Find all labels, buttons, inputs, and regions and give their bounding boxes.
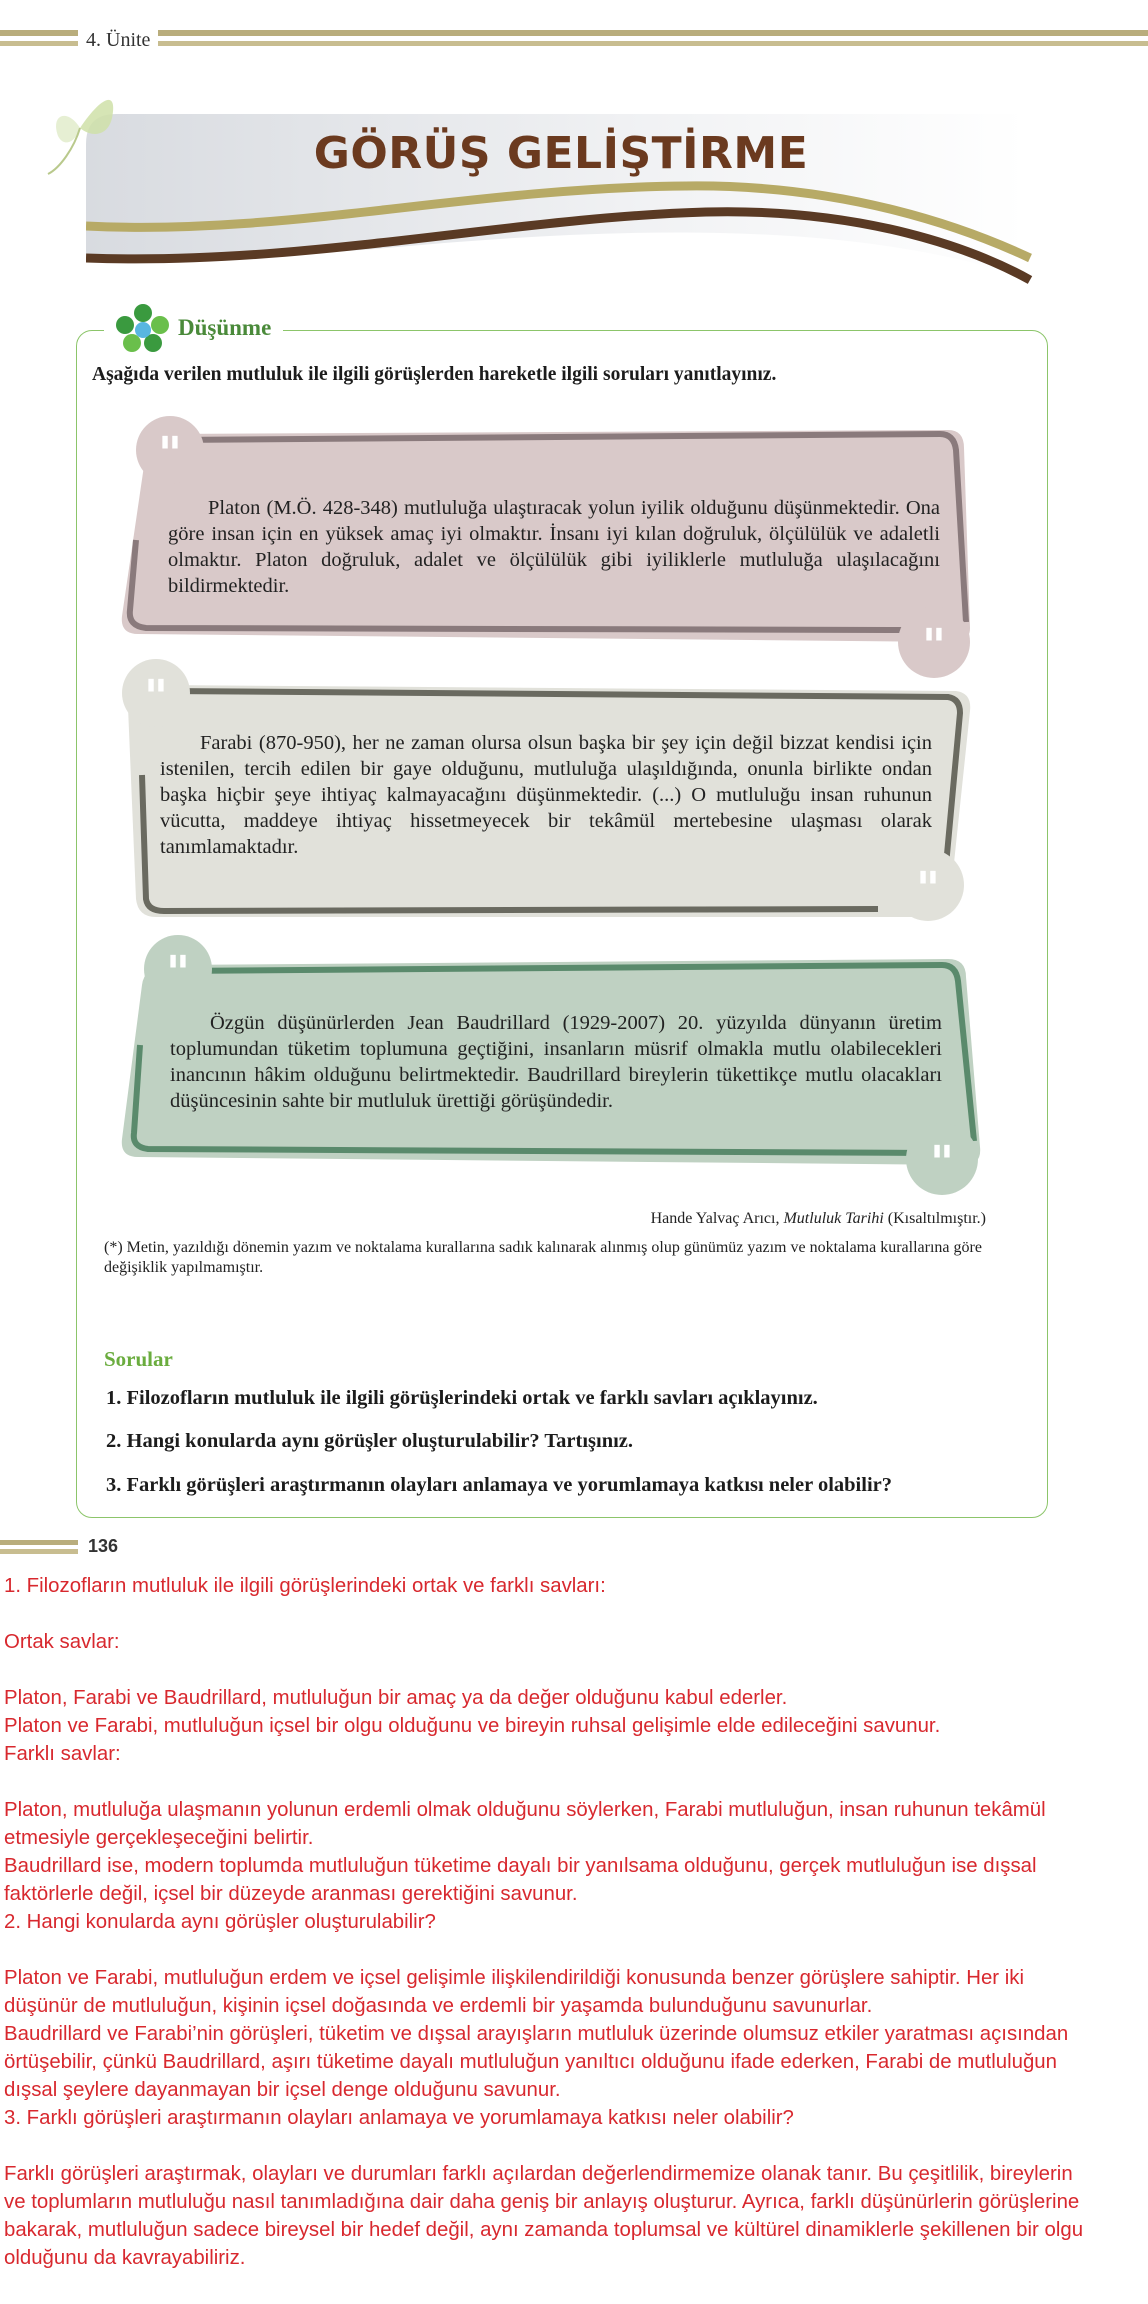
- header-band: [0, 28, 1148, 54]
- answer-text: [4, 1572, 1114, 2272]
- page-title: GÖRÜŞ GELİŞTİRME: [313, 128, 809, 179]
- svg-text:": ": [144, 670, 168, 724]
- answer-line: ve toplumların mutluluğu nasıl tanımladığına dair daha geniş bir anlayış oluşturur. Ayrıca, farklı düşünürlerin görüşlerine: [4, 2191, 1080, 2213]
- questions-heading: Sorular: [104, 1347, 173, 1371]
- answer-line: Platon, mutluluğa ulaşmanın yolunun erdemli olmak olduğunu söylerken, Farabi mutluluğun, insan ruhunun tekâmül: [4, 1799, 1046, 1821]
- source-author: Hande Yalvaç Arıcı,: [650, 1210, 780, 1227]
- footnote: (*) Metin, yazıldığı dönemin yazım ve noktalama kurallarına sadık kalınarak alınmış olup günümüz yazım ve noktalama kurallarına göre değişiklik yapılmamıştır.: [104, 1239, 982, 1276]
- answer-line: [4, 2132, 1114, 2160]
- answer-line: dışsal şeylere dayanmayan bir içsel denge olduğunu savunur.: [4, 2079, 561, 2101]
- header-rule-bottom: [0, 41, 1148, 46]
- answer-line: 1. Filozofların mutluluk ile ilgili görüşlerindeki ortak ve farklı savları:: [4, 1575, 606, 1597]
- unit-label: 4. Ünite: [78, 28, 158, 52]
- answer-line: 3. Farklı görüşleri araştırmanın olayları anlamaya ve yorumlamaya katkısı neler olabilir?: [4, 2107, 794, 2129]
- section-heading: [104, 300, 283, 356]
- source-citation: [100, 1210, 986, 1228]
- quote-text-2: Farabi (870-950), her ne zaman olursa olsun başka bir şey için değil bizzat kendisi için istenilen, tercih edilen bir gaye olduğunu, mutluluğa ulaşıldığında, onunla birlikte ondan başka hiçbir şeye ihtiyaç kalmayacağını düşünmektedir. (...) O mutluluğu insan ruhunun vücutta, maddeye ihtiyaç hissetmeyecek bir tekâmül mertebesine ulaşması olarak tanımlamaktadır.: [160, 732, 932, 858]
- answer-line: düşünür de mutluluğun, kişinin içsel doğasında ve erdemli bir yaşamda bulunduğunu savunurlar.: [4, 1995, 873, 2017]
- answer-line: faktörlerle değil, içsel bir düzeyde aranması gerektiğini savunur.: [4, 1883, 578, 1905]
- answer-line: 2. Hangi konularda aynı görüşler oluşturulabilir?: [4, 1911, 436, 1933]
- answer-line: etmesiyle gerçekleşeceğini belirtir.: [4, 1827, 314, 1849]
- quote-text-1: Platon (M.Ö. 428-348) mutluluğa ulaştıracak yolun iyilik olduğunu düşünmektedir. Ona göre insan için en yüksek amaç iyi olmaktır. İnsanı iyi kılan doğruluk, ölçülülük ve adaletli olmaktır. Platon doğruluk, adalet ve ölçülülük gibi iyiliklerle mutluluğa ulaşılacağını bildirmektedir.: [168, 497, 940, 597]
- quote-text-3: Özgün düşünürlerden Jean Baudrillard (1929-2007) 20. yüzyılda dünyanın üretim toplumundan tüketim toplumuna geçtiğini, insanların müsrif olmakla mutlu olabilecekleri inancının hâkim olduğunu belirtmektedir. Baudrillard bireylerin tükettikçe mutlu olacakları düşüncesinin sahte bir mutluluk ürettiği görüşündedir.: [170, 1012, 942, 1112]
- answer-line: Platon ve Farabi, mutluluğun erdem ve içsel gelişimle ilişkilendirildiği konusunda benzer görüşlere sahiptir. Her iki: [4, 1967, 1025, 1989]
- answer-line: Farklı savlar:: [4, 1743, 121, 1765]
- question-3: 3. Farklı görüşleri araştırmanın olayları anlamaya ve yorumlamaya katkısı neler olabilir?: [106, 1474, 892, 1496]
- svg-text:": ": [922, 619, 946, 673]
- question-1: 1. Filozofların mutluluk ile ilgili görüşlerindeki ortak ve farklı savları açıklayınız.: [106, 1387, 818, 1409]
- page-number: 136: [88, 1536, 119, 1556]
- answer-line: olduğunu da kavrayabiliriz.: [4, 2247, 246, 2269]
- answer-line: [4, 1600, 1114, 1628]
- source-suffix: (Kısaltılmıştır.): [887, 1210, 986, 1227]
- answer-line: bakarak, mutluluğun sadece bireysel bir hedef değil, aynı zamanda toplumsal ve kültürel dinamiklerle şekillenen bir olgu: [4, 2219, 1084, 2241]
- instruction-text: Aşağıda verilen mutluluk ile ilgili görüşlerden hareketle ilgili soruları yanıtlayınız.: [92, 364, 777, 385]
- source-work: Mutluluk Tarihi: [783, 1210, 884, 1227]
- footer-band: [0, 1540, 78, 1554]
- flower-icon: [116, 303, 170, 353]
- answer-line: Baudrillard ve Farabi’nin görüşleri, tüketim ve dışsal arayışların mutluluk üzerinde olumsuz etkiler yaratması açısından: [4, 2023, 1069, 2045]
- header-rule-top: [0, 30, 1148, 36]
- question-2: 2. Hangi konularda aynı görüşler oluşturulabilir? Tartışınız.: [106, 1430, 634, 1452]
- svg-text:": ": [916, 862, 940, 916]
- svg-text:": ": [158, 427, 182, 481]
- answer-line: [4, 1936, 1114, 1964]
- answer-line: Ortak savlar:: [4, 1631, 120, 1653]
- svg-text:": ": [166, 946, 190, 1000]
- answer-line: Baudrillard ise, modern toplumda mutluluğun tüketime dayalı bir yanılsama olduğunu, gerçek mutluluğun ise dışsal: [4, 1855, 1037, 1877]
- svg-text:": ": [930, 1136, 954, 1190]
- answer-line: Platon ve Farabi, mutluluğun içsel bir olgu olduğunu ve bireyin ruhsal gelişimle elde edileceğini savunur.: [4, 1715, 941, 1737]
- answer-line: örtüşebilir, çünkü Baudrillard, aşırı tüketime dayalı mutluluğun yanıltıcı olduğunu ifade ederken, Farabi de mutluluğun: [4, 2051, 1057, 2073]
- answer-line: [4, 1768, 1114, 1796]
- answer-line: Platon, Farabi ve Baudrillard, mutluluğun bir amaç ya da değer olduğunu kabul ederler.: [4, 1687, 788, 1709]
- section-title: Düşünme: [178, 315, 272, 340]
- answer-line: [4, 1656, 1114, 1684]
- answer-line: Farklı görüşleri araştırmak, olayları ve durumları farklı açılardan değerlendirmemize olanak tanır. Bu çeşitlilik, bireylerin: [4, 2163, 1073, 2185]
